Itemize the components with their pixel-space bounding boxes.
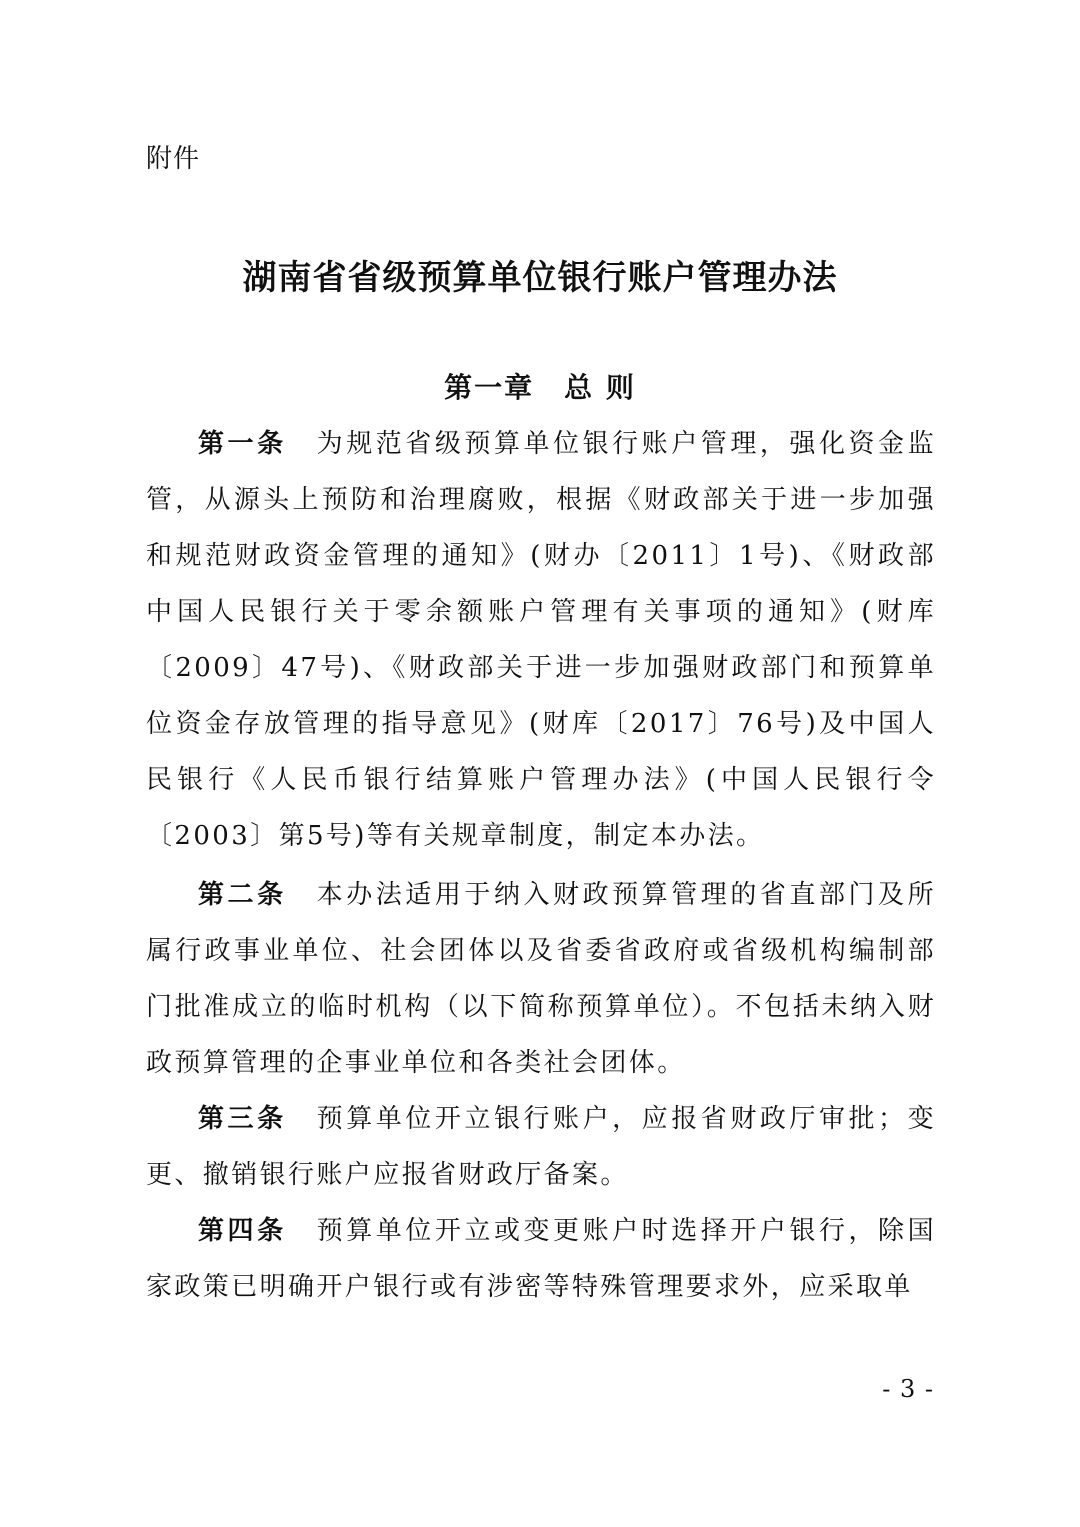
- article-2: [146, 867, 936, 1091]
- article-text: 预算单位开立或变更账户时选择开户银行，除国家政策已明确开户银行或有涉密等特殊管理要求外，应采取单: [146, 1216, 937, 1302]
- article-text: 本办法适用于纳入财政预算管理的省直部门及所属行政事业单位、社会团体以及省委省政府或省级机构编制部门批准成立的临时机构（以下简称预算单位）。不包括未纳入财政预算管理的企事业单位和各类社会团体。: [146, 880, 937, 1078]
- article-label: 第二条: [198, 880, 287, 910]
- article-label: 第一条: [198, 429, 287, 459]
- page-number: - 3 -: [882, 1375, 934, 1403]
- article-text: 为规范省级预算单位银行账户管理，强化资金监管，从源头上预防和治理腐败，根据《财政部关于进一步加强和规范财政资金管理的通知》(财办〔2011〕1号)、《财政部 中国人民银行关于零余额账户管理有关事项的通知》(财库〔2009〕47号)、《财政部关于进一步加强财政部门和预算单位资金存放管理的指导意见》(财库〔2017〕76号)及中国人民银行《人民币银行结算账户管理办法》(中国人民银行令〔2003〕第5号)等有关规章制度，制定本办法。: [146, 429, 937, 851]
- article-text: 预算单位开立银行账户，应报省财政厅审批；变更、撤销银行账户应报省财政厅备案。: [146, 1104, 937, 1190]
- article-1: [146, 416, 936, 864]
- article-3: [146, 1091, 936, 1203]
- document-title: 湖南省省级预算单位银行账户管理办法: [242, 258, 838, 298]
- article-label: 第三条: [198, 1104, 287, 1134]
- article-label: 第四条: [198, 1216, 287, 1246]
- attachment-label: 附件: [146, 144, 201, 174]
- chapter-heading: 第一章 总 则: [444, 371, 636, 404]
- article-4: [146, 1203, 936, 1315]
